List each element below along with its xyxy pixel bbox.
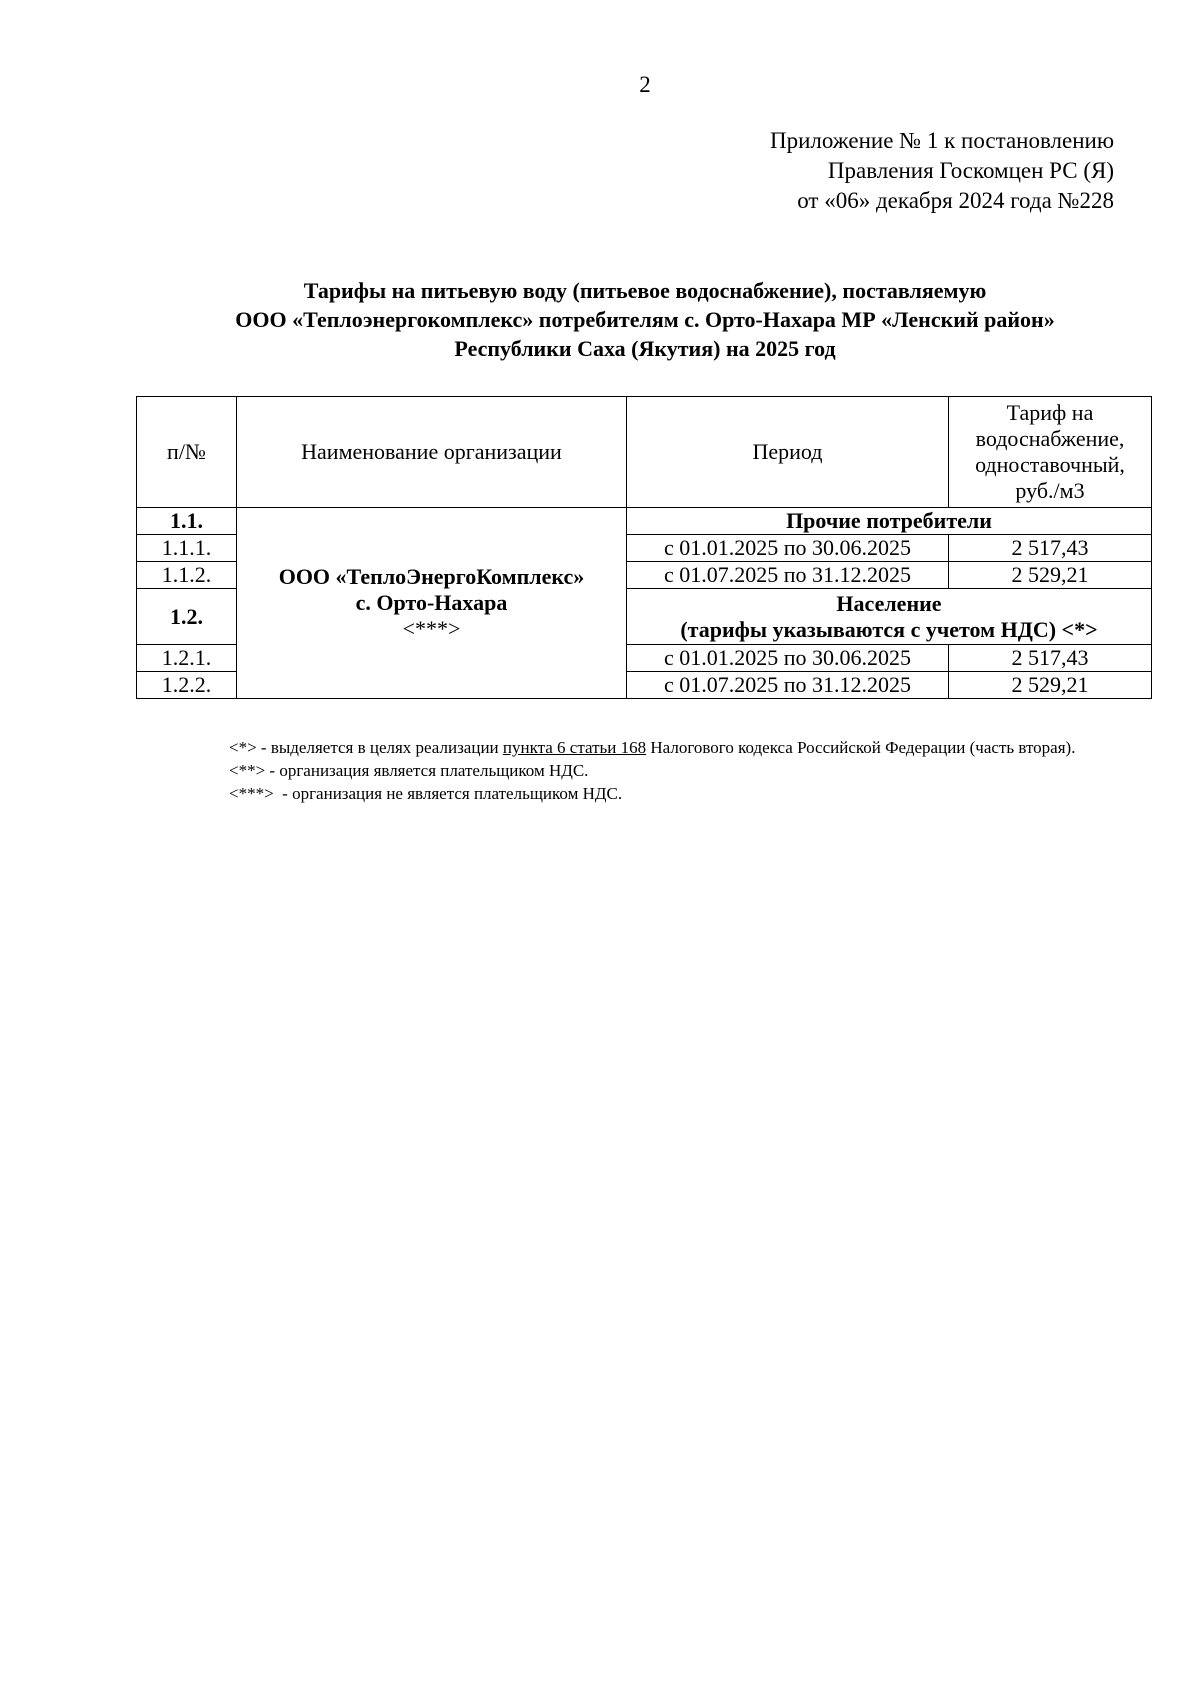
row-period: с 01.01.2025 по 30.06.2025 <box>627 535 949 562</box>
organization-location: с. Орто-Нахара <box>355 590 508 615</box>
row-num: 1.1.2. <box>137 562 237 589</box>
organization-note: <***> <box>402 616 461 641</box>
group-num: 1.2. <box>137 589 237 645</box>
organization-cell <box>237 508 627 699</box>
document-title <box>0 276 1200 363</box>
footnote-3: <***> - организация не является плательщиком НДС. <box>229 784 623 803</box>
header-organization: Наименование организации <box>237 397 627 508</box>
footnotes <box>174 736 1116 805</box>
table-header-row <box>137 397 1152 508</box>
group-label-line-1: Население <box>836 590 942 616</box>
tariff-table <box>136 396 1152 699</box>
group-label: Прочие потребители <box>627 508 1152 535</box>
row-tariff-value: 2 517,43 <box>949 535 1152 562</box>
row-period: с 01.07.2025 по 31.12.2025 <box>627 562 949 589</box>
row-num: 1.2.2. <box>137 672 237 699</box>
appendix-line-1: Приложение № 1 к постановлению <box>769 128 1114 153</box>
appendix-reference <box>770 126 1114 216</box>
group-label-line-2: (тарифы указываются с учетом НДС) <*> <box>680 616 1098 642</box>
title-line-1: Тарифы на питьевую воду (питьевое водоснабжение), поставляемую <box>303 278 987 303</box>
row-tariff-value: 2 517,43 <box>949 645 1152 672</box>
footnote-2: <**> - организация является плательщиком НДС. <box>229 761 589 780</box>
title-line-3: Республики Саха (Якутия) на 2025 год <box>454 336 836 361</box>
row-period: с 01.01.2025 по 30.06.2025 <box>627 645 949 672</box>
organization-name: ООО «ТеплоЭнергоКомплекс» <box>278 564 585 589</box>
footnote-1-prefix: <*> - выделяется в целях реализации <box>229 738 503 757</box>
header-period: Период <box>627 397 949 508</box>
row-tariff-value: 2 529,21 <box>949 562 1152 589</box>
page-number: 2 <box>639 72 651 97</box>
group-num: 1.1. <box>137 508 237 535</box>
footnote-1 <box>174 736 1116 759</box>
title-line-2: ООО «Теплоэнергокомплекс» потребителям с. Орто-Нахара МР «Ленский район» <box>235 307 1055 332</box>
group-label <box>627 589 1152 645</box>
row-num: 1.1.1. <box>137 535 237 562</box>
legal-reference-link[interactable]: пункта 6 статьи 168 <box>502 738 647 757</box>
group-row-1-1 <box>137 508 1152 535</box>
footnote-1-suffix: Налогового кодекса Российской Федерации (часть вторая). <box>646 738 1076 757</box>
header-tariff: Тариф на водоснабжение, одноставочный, руб./м3 <box>949 397 1152 508</box>
row-tariff-value: 2 529,21 <box>949 672 1152 699</box>
row-num: 1.2.1. <box>137 645 237 672</box>
header-num: п/№ <box>137 397 237 508</box>
appendix-line-3: от «06» декабря 2024 года №228 <box>797 188 1114 213</box>
appendix-line-2: Правления Госкомцен РС (Я) <box>827 158 1114 183</box>
row-period: с 01.07.2025 по 31.12.2025 <box>627 672 949 699</box>
